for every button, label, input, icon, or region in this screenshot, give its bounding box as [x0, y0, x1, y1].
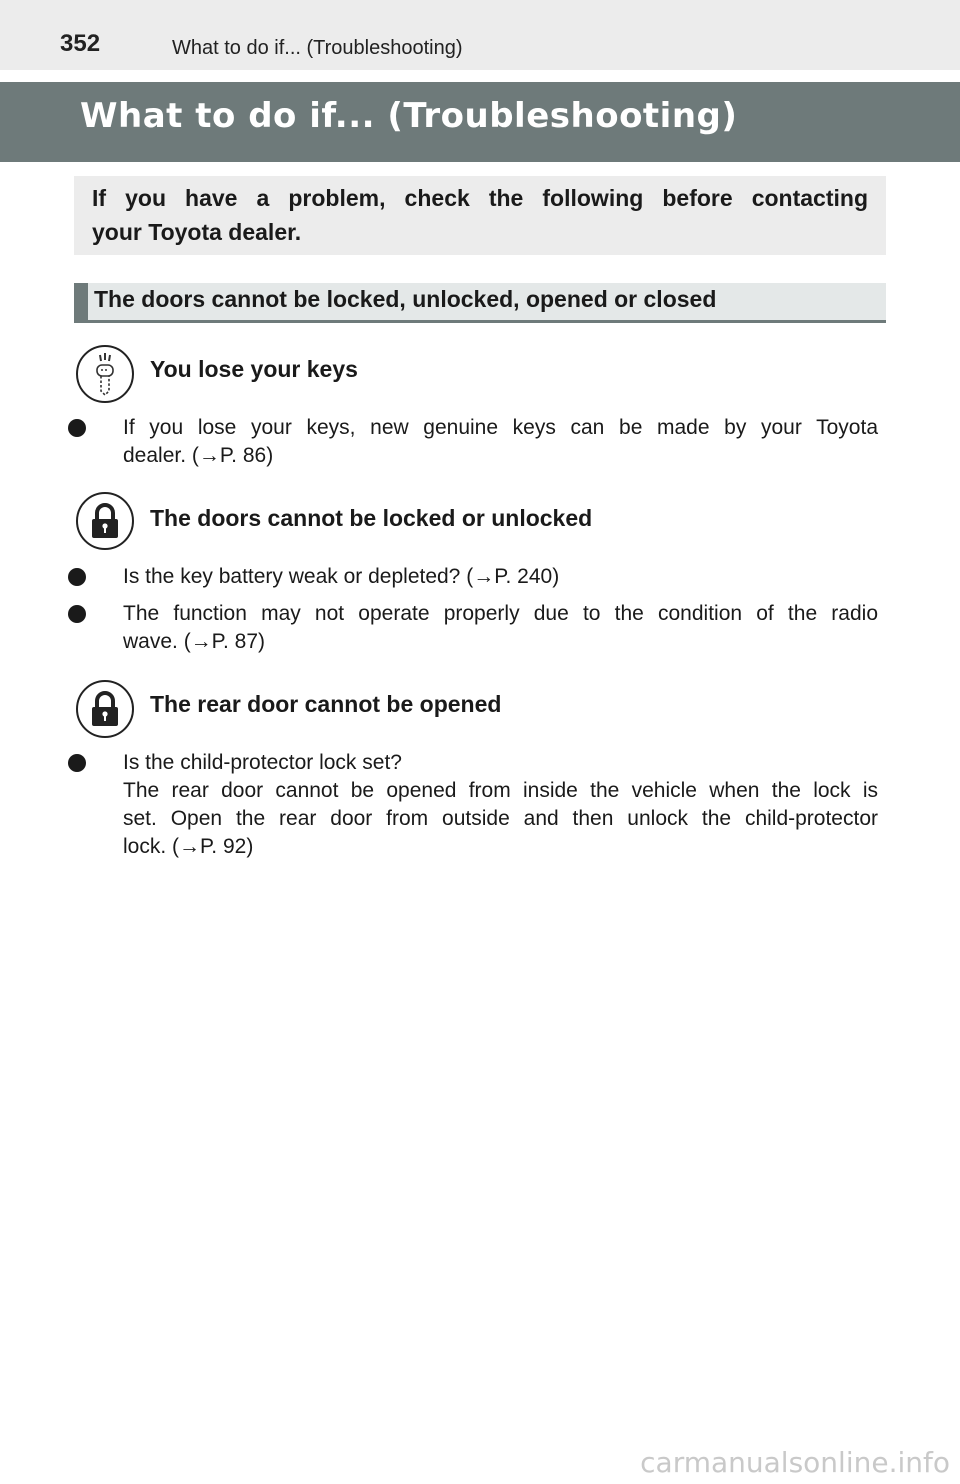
padlock-icon — [76, 492, 134, 550]
bullet-text-line: lock. (→P. 92) — [123, 835, 254, 858]
bullet-icon — [68, 605, 86, 623]
watermark: carmanualsonline.info — [640, 1446, 950, 1479]
padlock-icon — [76, 680, 134, 738]
bullet-text-line: set. Open the rear door from outside and then unlock the child-protector — [123, 807, 878, 830]
running-header — [0, 0, 960, 70]
list-item — [68, 563, 878, 591]
issue-heading-lost-keys: You lose your keys — [150, 356, 358, 382]
intro-line-2: your Toyota dealer. — [92, 219, 302, 245]
bullet-text-line: Is the child-protector lock set? — [123, 751, 402, 774]
issue-heading-rear-door: The rear door cannot be opened — [150, 691, 502, 717]
bullet-icon — [68, 754, 86, 772]
bullet-icon — [68, 419, 86, 437]
title-banner — [0, 82, 960, 162]
list-item — [68, 600, 878, 656]
bullet-text-line: wave. (→P. 87) — [123, 630, 266, 653]
key-icon — [76, 345, 134, 403]
page-number: 352 — [60, 30, 101, 57]
list-item — [68, 749, 878, 861]
section-heading-bar — [74, 283, 886, 323]
section-heading: The doors cannot be locked, unlocked, opened or closed — [94, 286, 717, 312]
page-title: What to do if... (Troubleshooting) — [80, 96, 738, 136]
bullet-text-line: dealer. (→P. 86) — [123, 444, 274, 467]
bullet-icon — [68, 568, 86, 586]
bullet-text-line: If you lose your keys, new genuine keys can be made by your Toyota — [123, 416, 878, 439]
issue-heading-doors-lock: The doors cannot be locked or unlocked — [150, 505, 593, 531]
bullet-text-line: The rear door cannot be opened from inside the vehicle when the lock is — [123, 779, 878, 802]
intro-box — [74, 176, 886, 255]
list-item — [68, 414, 878, 470]
running-title: What to do if... (Troubleshooting) — [172, 37, 463, 59]
bullet-text-line: The function may not operate properly due to the condition of the radio — [123, 602, 878, 625]
intro-line-1: If you have a problem, check the following before contacting — [92, 185, 868, 211]
bullet-text-line: Is the key battery weak or depleted? (→P. 240) — [123, 565, 560, 588]
